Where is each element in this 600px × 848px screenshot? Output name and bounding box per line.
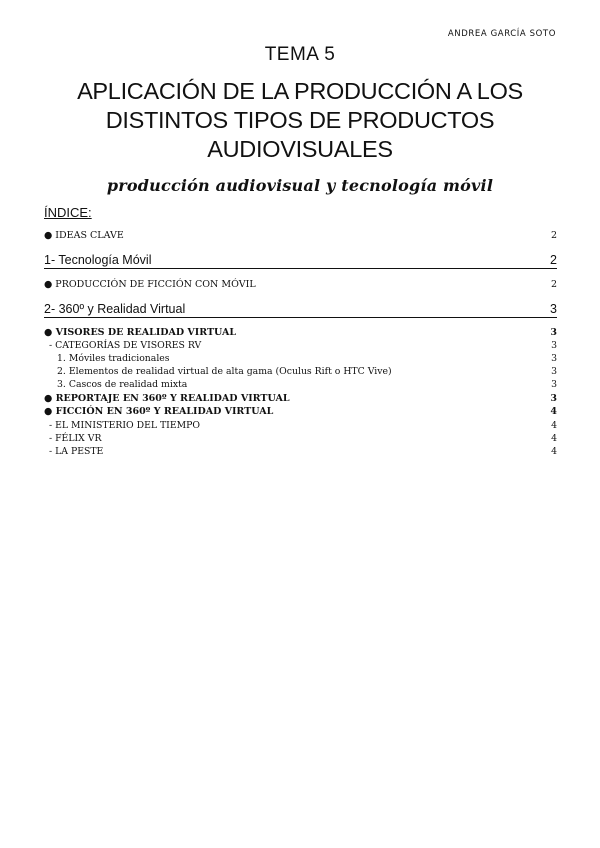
author-name: ANDREA GARCÍA SOTO [447, 29, 556, 39]
toc-entry-categorias[interactable] [44, 340, 557, 351]
toc-entry-felix-vr[interactable] [44, 433, 557, 444]
toc-entry-page: 3 [551, 340, 557, 351]
toc-entry-alta-gama[interactable] [44, 366, 557, 377]
toc-entry-page: 2 [550, 253, 557, 267]
toc-entry-label: 3. Cascos de realidad mixta [57, 379, 188, 390]
toc-entry-page: 2 [550, 230, 557, 241]
toc-entry-ficcion-360[interactable] [44, 406, 557, 417]
toc-entry-page: 3 [551, 379, 557, 390]
toc-entry-produccion-ficcion[interactable] [44, 279, 557, 290]
toc-entry-page: 2 [550, 279, 557, 290]
toc-entry-label: - FÉLIX VR [49, 433, 102, 444]
toc-entry-page: 3 [551, 366, 557, 377]
toc-entry-ideas-clave[interactable] [44, 230, 557, 241]
toc-entry-page: 3 [550, 327, 557, 338]
toc-entry-label: ● VISORES DE REALIDAD VIRTUAL [44, 327, 237, 338]
toc-entry-moviles-tradicionales[interactable] [44, 353, 557, 364]
toc-entry-page: 4 [550, 406, 557, 417]
toc-entry-page: 3 [550, 393, 557, 404]
document-subtitle: producción audiovisual y tecnología móvil [106, 176, 494, 195]
toc-entry-label: 1- Tecnología Móvil [44, 253, 152, 267]
toc-entry-label: ● REPORTAJE EN 360º Y REALIDAD VIRTUAL [44, 393, 290, 404]
topic-number: TEMA 5 [264, 44, 336, 65]
toc-entry-realidad-mixta[interactable] [44, 379, 557, 390]
index-heading: ÍNDICE: [44, 205, 92, 220]
toc-entry-page: 3 [551, 353, 557, 364]
section-underline [44, 317, 557, 318]
toc-entry-label: - CATEGORÍAS DE VISORES RV [49, 340, 202, 351]
toc-entry-label: 2- 360º y Realidad Virtual [44, 302, 186, 316]
toc-entry-page: 4 [551, 433, 557, 444]
document-title: APLICACIÓN DE LA PRODUCCIÓN A LOS DISTINTOS TIPOS DE PRODUCTOS AUDIOVISUALES [77, 78, 523, 162]
toc-section-tecnologia-movil[interactable] [44, 253, 557, 267]
toc-entry-visores[interactable] [44, 327, 557, 338]
toc-entry-ministerio-tiempo[interactable] [44, 420, 557, 431]
toc-entry-label: ● FICCIÓN EN 360º Y REALIDAD VIRTUAL [44, 406, 274, 417]
toc-section-360-realidad-virtual[interactable] [44, 302, 557, 316]
toc-entry-page: 4 [551, 420, 557, 431]
toc-entry-page: 3 [550, 302, 557, 316]
section-underline [44, 268, 557, 269]
toc-entry-label: 1. Móviles tradicionales [57, 353, 170, 364]
toc-entry-la-peste[interactable] [44, 446, 557, 457]
toc-entry-label: ● PRODUCCIÓN DE FICCIÓN CON MÓVIL [44, 279, 256, 290]
toc-entry-reportaje-360[interactable] [44, 393, 557, 404]
toc-entry-label: ● IDEAS CLAVE [44, 230, 124, 241]
toc-entry-label: - LA PESTE [49, 446, 104, 457]
toc-entry-label: 2. Elementos de realidad virtual de alta gama (Oculus Rift o HTC Vive) [57, 366, 392, 377]
toc-entry-label: - EL MINISTERIO DEL TIEMPO [49, 420, 201, 431]
toc-entry-page: 4 [551, 446, 557, 457]
